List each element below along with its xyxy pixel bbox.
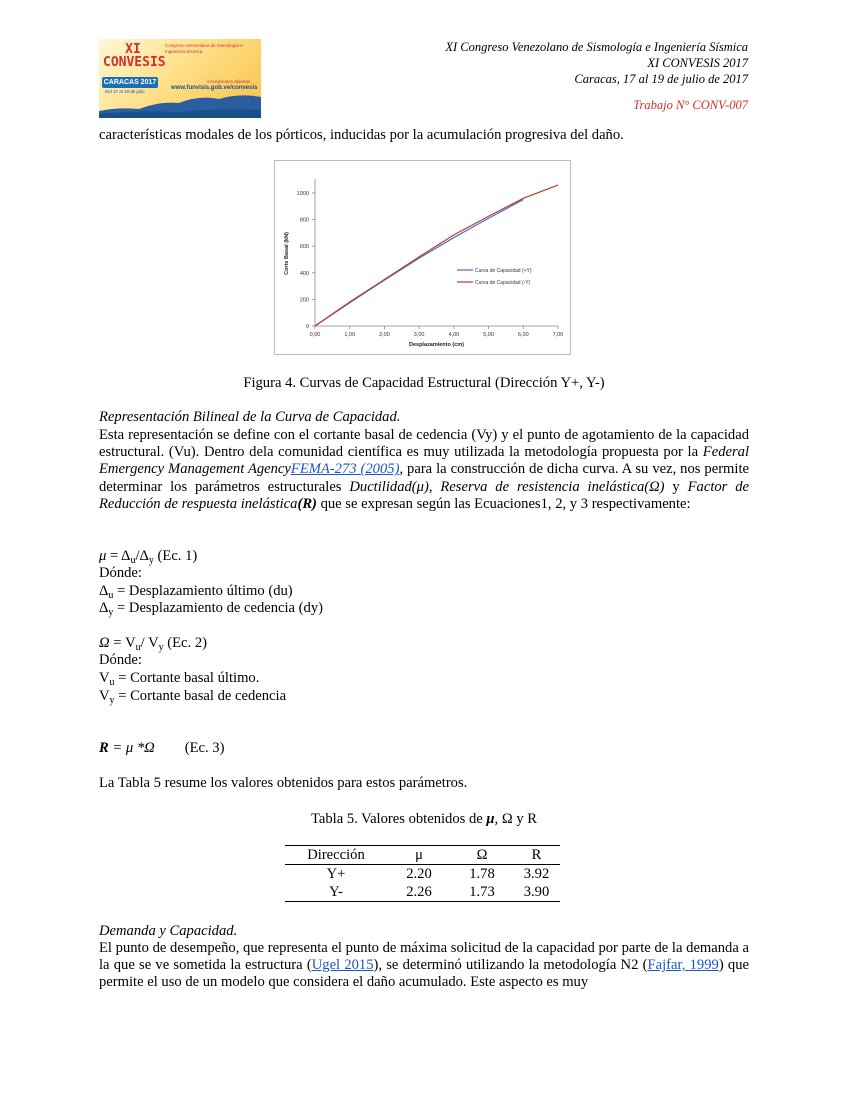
logo-skyline — [99, 91, 261, 118]
eq1-rhs: = Δ — [106, 548, 131, 564]
eq2-def2-text: = Cortante basal de cedencia — [114, 688, 287, 704]
eq1-def1-sub: u — [108, 590, 114, 601]
eq1-slash: /Δ — [135, 548, 149, 564]
y-axis-label: Corte Basal (kN) — [284, 232, 290, 275]
eq1-def2-sub: y — [108, 607, 114, 618]
x-axis-label: Desplazamiento (cm) — [408, 342, 465, 348]
paragraph-demanda — [99, 940, 749, 992]
logo-subtitle: Congreso Venezolano de Sismología e Ingeniería Sísmica — [165, 43, 243, 54]
p1-agency: Federal Emergency Management Agency — [99, 444, 749, 478]
eq2-donde: Dónde: — [99, 652, 142, 668]
p1-text-c: , — [428, 478, 441, 495]
fema-link[interactable]: FEMA-273 (2005) — [290, 461, 400, 478]
table-cell: 2.20 — [406, 865, 432, 882]
eq1-def-2 — [99, 600, 323, 617]
table-cell: Y- — [329, 883, 343, 900]
table-row — [285, 883, 560, 902]
eq2-def-1 — [99, 670, 259, 687]
eq3-R: R — [99, 740, 109, 756]
eq3-rhs: = μ *Ω — [108, 740, 155, 756]
logo-city: CARACAS 2017 — [103, 79, 157, 86]
eq1-donde: Dónde: — [99, 565, 142, 581]
eq1-def1-text: = Desplazamiento último (du) — [113, 583, 293, 599]
table-header: R — [531, 846, 542, 863]
ugel-link[interactable]: Ugel 2015 — [311, 957, 374, 974]
eq2-def2-sub: y — [109, 695, 115, 706]
p1-omega: (Ω) — [644, 478, 665, 495]
y-tick-label: 1000 — [296, 191, 309, 197]
p1-mu: (μ) — [411, 478, 429, 495]
table-cell: 1.78 — [469, 865, 495, 882]
p2-text-a: El punto de desempeño, que representa el punto de máxima solicitud de la capacidad por parte de la demanda a la que se ve sometida la estructura ( — [99, 940, 749, 974]
p1-text-b: , para la construcción de dicha curva. A su vez, nos permite determinar los parámetros estructurales — [99, 461, 749, 495]
results-table — [285, 845, 560, 902]
capacity-chart-svg — [275, 161, 570, 354]
results-table-wrap — [285, 845, 560, 902]
eq1-sub-y: y — [148, 555, 154, 566]
x-tick-label: 5,00 — [483, 332, 494, 338]
paper-id: Trabajo N° CONV-007 — [633, 98, 748, 112]
eq2-def2-sym: V — [99, 688, 110, 704]
table-header-row — [285, 846, 560, 865]
p1-text-a: Esta representación se define con el cortante basal de cedencia (Vy) y el punto de agotamiento de la capacidad estructural. (Vu). Dentro dela comunidad científica es muy utilizada la metodología propuesta por la — [99, 427, 749, 461]
p1-ductilidad: Ductilidad — [349, 478, 412, 495]
section-title-demanda: Demanda y Capacidad. — [99, 923, 238, 939]
x-tick-label: 1,00 — [344, 332, 356, 338]
header-text — [328, 39, 748, 113]
eq2-def1-sub: u — [109, 677, 115, 688]
eq2-def1-sym: V — [99, 670, 110, 686]
intro-line: características modales de los pórticos, inducidas por la acumulación progresiva del daño. — [99, 127, 624, 143]
eq2-slash: / V — [140, 635, 159, 651]
logo-dates: Del 17 al 19 de julio — [105, 89, 145, 94]
eq2-lhs: Ω — [99, 635, 110, 651]
series-line-minus-y — [315, 185, 558, 326]
table-header: Dirección — [307, 846, 365, 863]
table-intro: La Tabla 5 resume los valores obtenidos para estos parámetros. — [99, 775, 468, 791]
figure-caption: Figura 4. Curvas de Capacidad Estructural (Dirección Y+, Y-) — [243, 375, 605, 391]
convesis-logo — [99, 39, 261, 118]
table-caption — [99, 811, 749, 828]
eq2-sub-u: u — [135, 642, 141, 653]
table-cell: Y+ — [326, 865, 346, 882]
header-line-2: XI CONVESIS 2017 — [647, 56, 748, 70]
x-tick-label: 0,00 — [309, 332, 321, 338]
eq1-sub-u: u — [130, 555, 136, 566]
header-line-1: XI Congreso Venezolano de Sismología e Ingeniería Sísmica — [445, 40, 748, 54]
p1-factor: Factor de Reducción de respuesta inelástica — [99, 478, 750, 512]
table-cell: 2.26 — [406, 883, 432, 900]
p2-text-c: ) que permite el uso de un modelo que considera el daño acumulado. Este aspecto es muy — [99, 957, 749, 991]
table-cell: 3.90 — [523, 883, 550, 900]
p1-text-d: y — [664, 478, 688, 495]
table-header: Ω — [476, 846, 488, 863]
fajfar-link[interactable]: Fajfar, 1999 — [647, 957, 719, 974]
header-line-3: Caracas, 17 al 19 de julio de 2017 — [574, 72, 748, 86]
eq2-sub-y: y — [158, 642, 164, 653]
x-tick-label: 2,00 — [379, 332, 390, 338]
table-cell: 3.92 — [523, 865, 550, 882]
y-tick-label: 600 — [299, 244, 309, 251]
logo-title: XI CONVESIS — [103, 42, 166, 70]
p1-text-e: que se expresan según las Ecuaciones1, 2, y 3 respectivamente: — [316, 495, 691, 512]
y-tick-label: 200 — [299, 297, 309, 304]
eq1-def2-text: = Desplazamiento de cedencia (dy) — [113, 600, 323, 616]
p2-text-b: ), se determinó utilizando la metodología N2 ( — [373, 957, 648, 974]
table-cell: 1.73 — [469, 883, 495, 900]
x-tick-label: 7,00 — [552, 332, 564, 338]
equation-3 — [99, 740, 224, 757]
table-caption-mu: μ — [486, 811, 495, 827]
eq1-lhs: μ — [99, 548, 107, 564]
eq2-rhs: = V — [109, 635, 136, 651]
legend-label: Curva de Capacidad (+Y) — [475, 268, 532, 274]
eq1-tag: (Ec. 1) — [153, 548, 198, 564]
y-tick-label: 400 — [299, 270, 309, 277]
logo-city-badge — [102, 77, 158, 88]
series-line-plus-y — [315, 200, 523, 326]
y-tick-label: 0 — [305, 324, 309, 330]
x-tick-label: 6,00 — [517, 332, 529, 338]
table-header: μ — [415, 846, 423, 863]
logo-inscriptions: inscripciones abiertas — [207, 79, 251, 84]
x-tick-label: 4,00 — [448, 332, 460, 338]
capacity-chart — [274, 160, 571, 355]
x-tick-label: 3,00 — [413, 332, 425, 338]
eq1-def2-sym: Δ — [99, 600, 109, 616]
section-title-bilineal: Representación Bilineal de la Curva de Capacidad. — [99, 409, 401, 425]
legend-label: Curva de Capacidad (-Y) — [475, 280, 531, 286]
equation-1 — [99, 548, 197, 565]
paragraph-bilineal — [99, 427, 749, 513]
eq1-def-1 — [99, 583, 293, 600]
logo-url: www.funvisis.gob.ve/convesis — [171, 85, 258, 91]
p1-R: (R) — [297, 495, 317, 512]
table-caption-text: . Valores obtenidos de — [354, 811, 487, 827]
table-row — [285, 865, 560, 884]
equation-2 — [99, 635, 207, 652]
y-tick-label: 800 — [299, 217, 309, 224]
eq2-tag: (Ec. 2) — [163, 635, 207, 651]
table-caption-rest: , Ω y R — [494, 811, 538, 827]
eq3-tag: (Ec. 3) — [184, 740, 225, 756]
eq2-def1-text: = Cortante basal último. — [114, 670, 260, 686]
table-caption-label: Tabla 5 — [310, 811, 355, 827]
eq1-def1-sym: Δ — [99, 583, 109, 599]
eq2-def-2 — [99, 688, 286, 705]
p1-reserva: Reserva de resistencia inelástica — [440, 478, 645, 495]
